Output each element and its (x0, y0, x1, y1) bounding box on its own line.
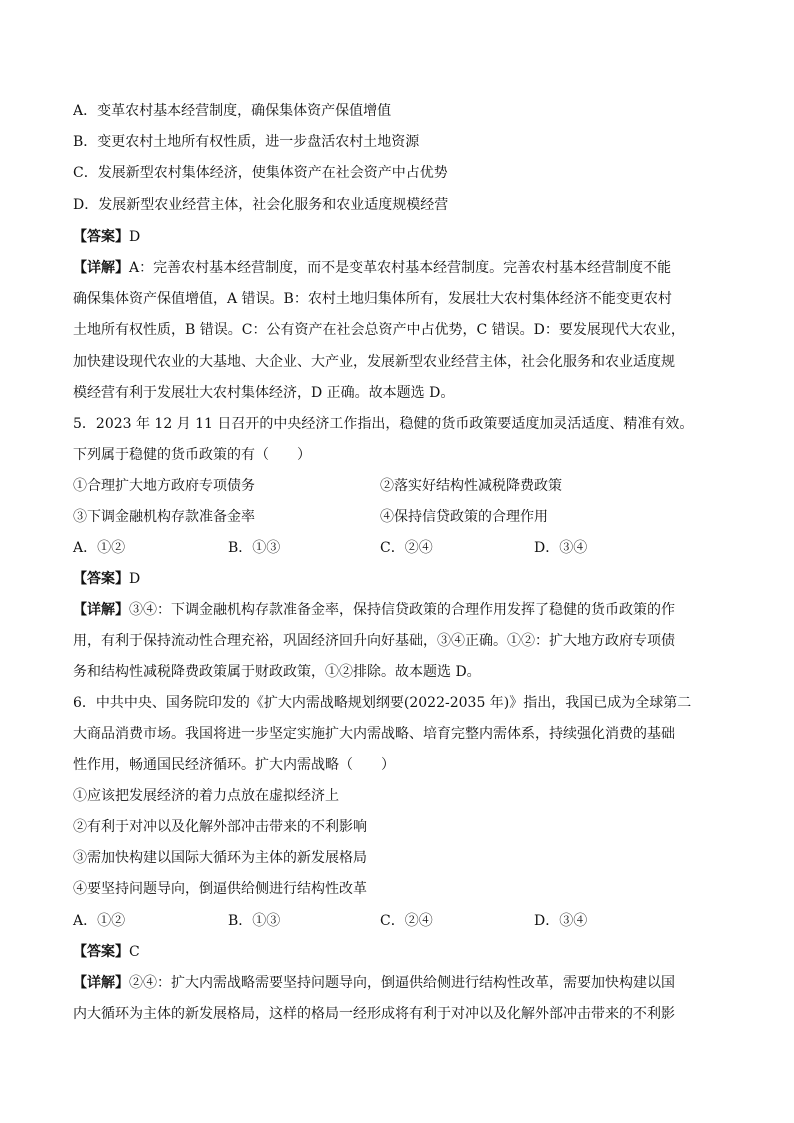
q6-detail-line: 内大循环为主体的新发展格局，这样的格局一经形成将有利于对冲以及化解外部冲击带来的不利影 (73, 1006, 675, 1022)
q6-choice-b: B．①③ (228, 913, 281, 929)
option-b: B．变更农村土地所有权性质，进一步盘活农村土地资源 (73, 134, 420, 150)
q6-item-3: ③需加快构建以国际大循环为主体的新发展格局 (73, 850, 367, 866)
detail-text: ②④：扩大内需战略需要坚持问题导向，倒逼供给侧进行结构性改革，需要加快构建以国 (129, 975, 675, 991)
detail-line: 土地所有权性质，B 错误。C：公有资产在社会总资产中占优势，C 错误。D：要发展现代大农业， (73, 322, 685, 338)
question-6-stem: 大商品消费市场。我国将进一步坚定实施扩大内需战略、培育完整内需体系，持续强化消费的基础 (73, 726, 675, 742)
answer-tag: 【答案】 (73, 944, 129, 960)
detail-line: 确保集体资产保值增值，A 错误。B：农村土地归集体所有，发展壮大农村集体经济不能变更农村 (73, 291, 672, 307)
q6-item-4: ④要坚持问题导向，倒逼供给侧进行结构性改革 (73, 881, 367, 897)
q5-answer-line (73, 569, 140, 589)
q5-item-2: ②落实好结构性减税降费政策 (380, 478, 562, 494)
q5-choice-c: C．②④ (380, 540, 433, 556)
detail-tag: 【详解】 (73, 975, 129, 991)
detail-tag: 【详解】 (73, 260, 129, 276)
q6-choice-a: A．①② (73, 913, 126, 929)
detail-line: 加快建设现代农业的大基地、大企业、大产业，发展新型农业经营主体，社会化服务和农业适度规 (73, 354, 675, 370)
q6-item-2: ②有利于对冲以及化解外部冲击带来的不利影响 (73, 819, 367, 835)
detail-tag: 【详解】 (73, 602, 129, 618)
detail-text: ③④：下调金融机构存款准备金率，保持信贷政策的合理作用发挥了稳健的货币政策的作 (129, 602, 675, 618)
q5-choice-a: A．①② (73, 540, 126, 556)
question-6-stem: 性作用，畅通国民经济循环。扩大内需战略（ ） (73, 757, 395, 773)
q5-item-4: ④保持信贷政策的合理作用 (380, 509, 548, 525)
q5-item-1: ①合理扩大地方政府专项债务 (73, 478, 255, 494)
q6-answer-line (73, 942, 140, 962)
answer-tag: 【答案】 (73, 571, 129, 587)
q5-item-3: ③下调金融机构存款准备金率 (73, 509, 255, 525)
detail-line (73, 258, 723, 278)
detail-line: 模经营有利于发展壮大农村集体经济，D 正确。故本题选 D。 (73, 385, 455, 401)
q5-detail-line: 务和结构性减税降费政策属于财政政策，①②排除。故本题选 D。 (73, 664, 481, 680)
q5-choice-b: B．①③ (228, 540, 281, 556)
question-5-stem: 下列属于稳健的货币政策的有（ ） (73, 447, 311, 463)
answer-value: D (129, 229, 141, 245)
answer-line (73, 227, 140, 247)
q6-choice-c: C．②④ (380, 913, 433, 929)
option-d: D．发展新型农业经营主体，社会化服务和农业适度规模经营 (73, 197, 449, 213)
q5-choice-d: D．③④ (534, 540, 588, 556)
q6-detail-line (73, 973, 723, 993)
q6-choice-d: D．③④ (534, 913, 588, 929)
question-6-stem: 6．中共中央、国务院印发的《扩大内需战略规划纲要(2022-2035 年)》指出，我国已成为全球第二 (73, 695, 692, 711)
question-5-stem: 5．2023 年 12 月 11 日召开的中央经济工作指出，稳健的货币政策要适度加灵活适度、精准有效。 (73, 416, 694, 432)
answer-value: C (129, 944, 140, 960)
option-c: C．发展新型农村集体经济，使集体资产在社会资产中占优势 (73, 165, 448, 181)
option-a: A．变革农村基本经营制度，确保集体资产保值增值 (73, 103, 392, 119)
q5-detail-line: 用，有利于保持流动性合理充裕，巩固经济回升向好基础，③④正确。①②：扩大地方政府专项债 (73, 633, 675, 649)
detail-text: A：完善农村基本经营制度，而不是变革农村基本经营制度。完善农村基本经营制度不能 (129, 260, 672, 276)
q6-item-1: ①应该把发展经济的着力点放在虚拟经济上 (73, 788, 339, 804)
answer-value: D (129, 571, 141, 587)
q5-detail-line (73, 600, 723, 620)
answer-tag: 【答案】 (73, 229, 129, 245)
